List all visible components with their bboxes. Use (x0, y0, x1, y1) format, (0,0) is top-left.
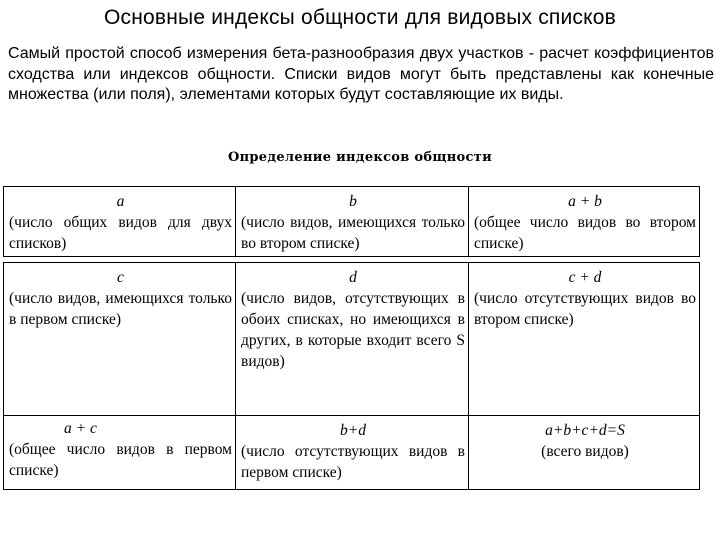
table-title: Определение индексов общности (227, 150, 493, 165)
cell-description: (число общих видов для двух списков) (9, 214, 232, 252)
cell-description: (число видов, отсутствующих в обоих списках, но имеющихся в других, в которые входит всего S видов) (241, 290, 465, 370)
table-cell-a-plus-b (469, 187, 700, 257)
slide-title: Основные индексы общности для видовых списков (103, 6, 616, 29)
table-cell-a-plus-c (4, 416, 236, 490)
cell-description: (число видов, имеющихся только в первом списке) (9, 290, 232, 328)
cell-description: (число отсутствующих видов в первом списке) (241, 443, 465, 481)
cell-symbol: c (117, 269, 124, 286)
indices-table-row-1 (3, 186, 700, 257)
intro-paragraph: Самый простой способ измерения бета-разнообразия двух участков - расчет коэффициентов сходства или индексов общности. Списки видов могут быть представлены как конечные множества (или поля), элементами которых будут составляющие их виды. (8, 45, 714, 103)
table-row (4, 416, 700, 490)
cell-symbol: a+b+c+d=S (545, 422, 625, 439)
cell-description: (всего видов) (541, 443, 629, 460)
indices-table-rows-2-3 (3, 262, 700, 490)
table-cell-c (4, 263, 236, 416)
table-cell-c-plus-d (469, 263, 700, 416)
table-cell-b-plus-d (236, 416, 469, 490)
table-cell-b (236, 187, 469, 257)
table-row (4, 187, 700, 257)
cell-symbol: c + d (568, 269, 602, 286)
cell-description: (число отсутствующих видов во втором списке) (474, 290, 696, 328)
table-row (4, 263, 700, 416)
table-cell-total-s (469, 416, 700, 490)
cell-description: (общее число видов во втором списке) (474, 214, 696, 252)
table-cell-d (236, 263, 469, 416)
cell-symbol: a + b (568, 193, 602, 210)
cell-symbol: b (349, 193, 357, 210)
cell-description: (число видов, имеющихся только во втором списке) (241, 214, 465, 252)
cell-description: (общее число видов в первом списке) (9, 441, 232, 479)
cell-symbol: a + c (64, 420, 97, 437)
table-cell-a (4, 187, 236, 257)
cell-symbol: b+d (340, 422, 366, 439)
cell-symbol: d (349, 269, 357, 286)
cell-symbol: a (116, 193, 125, 210)
